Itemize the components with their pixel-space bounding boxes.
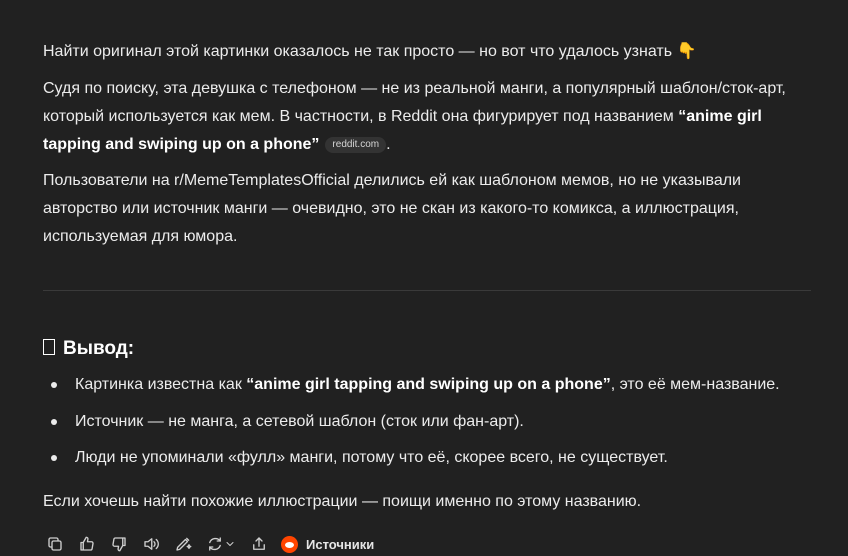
missing-glyph-icon	[43, 339, 55, 355]
thumbs-down-icon	[110, 535, 128, 553]
bad-response-button[interactable]	[107, 532, 131, 556]
list-item: Люди не упоминали «фулл» манги, потому что её, скорее всего, не существует.	[43, 444, 813, 472]
meme-name-bold: “anime girl tapping and swiping up on a phone”	[43, 108, 762, 153]
closing-paragraph: Если хочешь найти похожие иллюстрации — поищи именно по этому названию.	[43, 493, 642, 510]
citation-chip-reddit[interactable]: reddit.com	[325, 137, 386, 153]
copy-button[interactable]	[43, 532, 67, 556]
sources-button[interactable]	[281, 536, 374, 553]
point-down-emoji: 👇	[676, 43, 697, 60]
intro-paragraph	[43, 38, 813, 66]
p2-end: .	[386, 136, 391, 153]
regenerate-button[interactable]	[203, 532, 239, 556]
users-paragraph: Пользователи на r/MemeTemplatesOfficial делились ей как шаблоном мемов, но не указывали авторство или источник манги — очевидно, это не скан из какого-то комикса, а иллюстрация, используемая для юмора.	[43, 172, 741, 245]
chevron-down-icon	[224, 538, 236, 550]
read-aloud-icon	[142, 535, 160, 553]
conclusion-heading-text: Вывод:	[63, 338, 135, 359]
good-response-button[interactable]	[75, 532, 99, 556]
conclusion-list	[43, 371, 813, 481]
conclusion-heading	[43, 336, 134, 362]
intro-text: Найти оригинал этой картинки оказалось не так просто — но вот что удалось узнать	[43, 43, 677, 60]
thumbs-up-icon	[78, 535, 96, 553]
list-item: Картинка известна как “anime girl tapping and swiping up on a phone”, это её мем-название.	[43, 371, 813, 399]
read-aloud-button[interactable]	[139, 532, 163, 556]
reddit-icon	[281, 536, 298, 553]
edit-button[interactable]	[171, 532, 195, 556]
search-result-paragraph	[43, 75, 803, 159]
share-icon	[250, 535, 268, 553]
meme-name-bold: “anime girl tapping and swiping up on a phone”	[246, 376, 611, 393]
share-button[interactable]	[247, 532, 271, 556]
list-item: Источник — не манга, а сетевой шаблон (сток или фан-арт).	[43, 408, 813, 436]
message-actions-toolbar	[43, 532, 374, 556]
section-divider	[43, 290, 811, 291]
regenerate-icon	[206, 535, 224, 553]
edit-icon	[174, 535, 192, 553]
sources-label: Источники	[306, 536, 375, 552]
p2-text: Судя по поиску, эта девушка с телефоном — не из реальной манги, а популярный шаблон/сток-арт, который используется как мем. В частности, в Reddit она фигурирует под названием	[43, 80, 786, 125]
copy-icon	[46, 535, 64, 553]
